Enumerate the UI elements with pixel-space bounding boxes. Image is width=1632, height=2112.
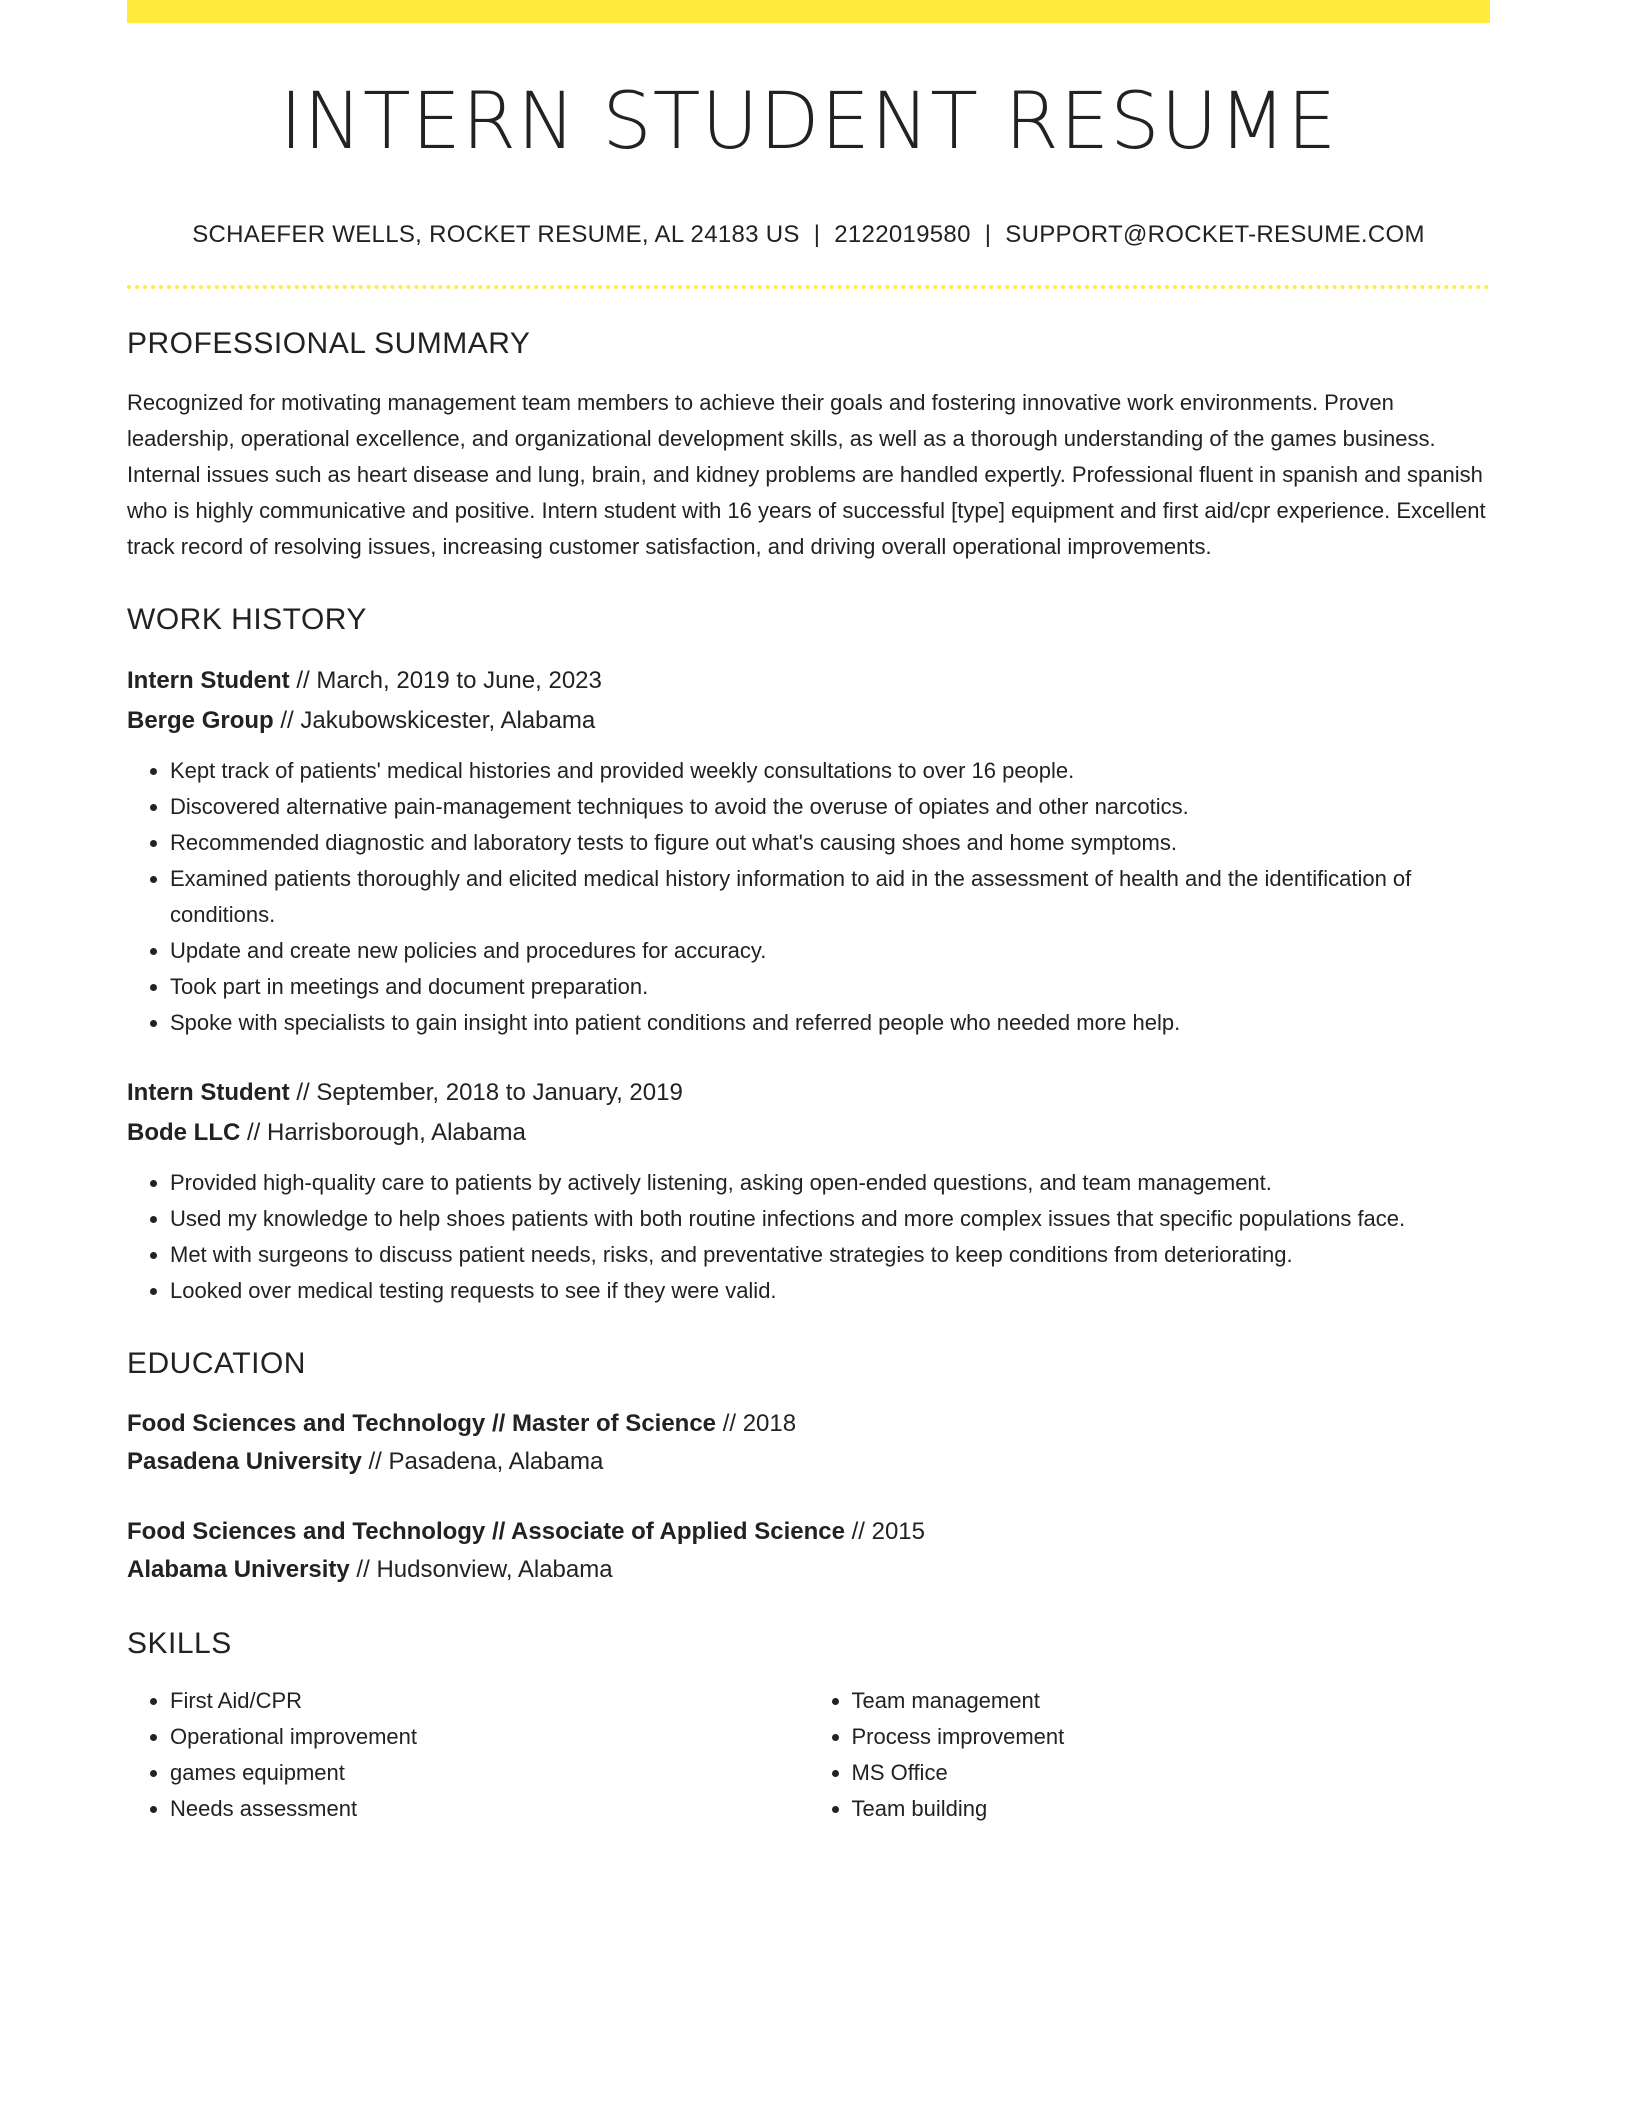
list-item: • Used my knowledge to help shoes patients with both routine infections and more complex issues that specific populations face. <box>170 1201 1490 1237</box>
contact-separator: | <box>813 221 821 248</box>
summary-heading: PROFESSIONAL SUMMARY <box>127 327 531 360</box>
edu-school-line <box>127 1551 1490 1589</box>
skill-item: • Needs assessment <box>170 1791 809 1827</box>
contact-line <box>127 221 1490 249</box>
list-item: • Update and create new policies and procedures for accuracy. <box>170 933 1490 969</box>
list-item: • Discovered alternative pain-management techniques to avoid the overuse of opiates and other narcotics. <box>170 789 1490 825</box>
edu-school-line <box>127 1443 1490 1481</box>
list-item: • Kept track of patients' medical histories and provided weekly consultations to over 16 people. <box>170 753 1490 789</box>
job-company-line <box>127 701 1490 741</box>
skill-item: • Team management <box>852 1683 1491 1719</box>
job-location: // Jakubowskicester, Alabama <box>273 707 596 734</box>
job-company: Bode LLC <box>127 1119 241 1146</box>
edu-degree: Food Sciences and Technology // Master of Science <box>127 1410 717 1437</box>
job-bullets <box>127 753 1490 1041</box>
edu-degree-line <box>127 1513 1490 1551</box>
list-item: • Spoke with specialists to gain insight into patient conditions and referred people who needed more help. <box>170 1005 1490 1041</box>
job-bullets <box>127 1165 1490 1309</box>
job-location: // Harrisborough, Alabama <box>240 1119 526 1146</box>
list-item: • Looked over medical testing requests to see if they were valid. <box>170 1273 1490 1309</box>
skills-left-column <box>127 1683 809 1827</box>
list-item: • Provided high-quality care to patients by actively listening, asking open-ended questions, and team management. <box>170 1165 1490 1201</box>
work-history-heading: WORK HISTORY <box>127 603 367 636</box>
job-dates: // March, 2019 to June, 2023 <box>289 667 602 694</box>
education-heading: EDUCATION <box>127 1347 306 1380</box>
contact-email: SUPPORT@ROCKET-RESUME.COM <box>1005 221 1425 248</box>
skills-columns <box>127 1683 1490 1827</box>
skill-item: • games equipment <box>170 1755 809 1791</box>
skill-item: • Team building <box>852 1791 1491 1827</box>
list-item: • Examined patients thoroughly and elicited medical history information to aid in the assessment of health and the identification of conditions. <box>170 861 1490 933</box>
skill-item: • First Aid/CPR <box>170 1683 809 1719</box>
edu-year: // 2018 <box>716 1410 797 1437</box>
skill-item: • Operational improvement <box>170 1719 809 1755</box>
education-entry <box>127 1405 1490 1481</box>
list-item: • Met with surgeons to discuss patient needs, risks, and preventative strategies to keep conditions from deteriorating. <box>170 1237 1490 1273</box>
job-entry <box>127 661 1490 1041</box>
contact-address: SCHAEFER WELLS, ROCKET RESUME, AL 24183 US <box>192 221 800 248</box>
summary-text: Recognized for motivating management team members to achieve their goals and fostering innovative work environments. Proven leadership, operational excellence, and organizational development skills, as well as a thorough understanding of the games business. Internal issues such as heart disease and lung, brain, and kidney problems are handled expertly. Professional fluent in spanish and spanish who is highly communicative and positive. Intern student with 16 years of successful [type] equipment and first aid/cpr experience. Excellent track record of resolving issues, increasing customer satisfaction, and driving overall operational improvements. <box>127 390 1486 559</box>
skill-item: • MS Office <box>852 1755 1491 1791</box>
job-title-line <box>127 1073 1490 1113</box>
edu-school: Alabama University <box>127 1556 350 1583</box>
contact-phone: 2122019580 <box>834 221 971 248</box>
list-item: • Recommended diagnostic and laboratory tests to figure out what's causing shoes and home symptoms. <box>170 825 1490 861</box>
job-company-line <box>127 1113 1490 1153</box>
contact-separator: | <box>984 221 992 248</box>
edu-location: // Hudsonview, Alabama <box>349 1556 613 1583</box>
education-entry <box>127 1513 1490 1589</box>
skills-heading: SKILLS <box>127 1627 232 1660</box>
resume-page <box>127 0 1490 1827</box>
edu-year: // 2015 <box>844 1518 925 1545</box>
edu-degree: Food Sciences and Technology // Associate of Applied Science <box>127 1518 845 1545</box>
skills-right-column <box>809 1683 1491 1827</box>
edu-school: Pasadena University <box>127 1448 362 1475</box>
edu-location: // Pasadena, Alabama <box>361 1448 604 1475</box>
edu-degree-line <box>127 1405 1490 1443</box>
skill-item: • Process improvement <box>852 1719 1491 1755</box>
job-title: Intern Student <box>127 667 290 694</box>
job-title: Intern Student <box>127 1079 290 1106</box>
list-item: • Took part in meetings and document preparation. <box>170 969 1490 1005</box>
dotted-divider <box>127 285 1490 289</box>
job-entry <box>127 1073 1490 1309</box>
job-title-line <box>127 661 1490 701</box>
job-company: Berge Group <box>127 707 274 734</box>
job-dates: // September, 2018 to January, 2019 <box>289 1079 683 1106</box>
top-accent-bar <box>127 0 1490 23</box>
resume-title: INTERN STUDENT RESUME <box>279 77 1338 167</box>
